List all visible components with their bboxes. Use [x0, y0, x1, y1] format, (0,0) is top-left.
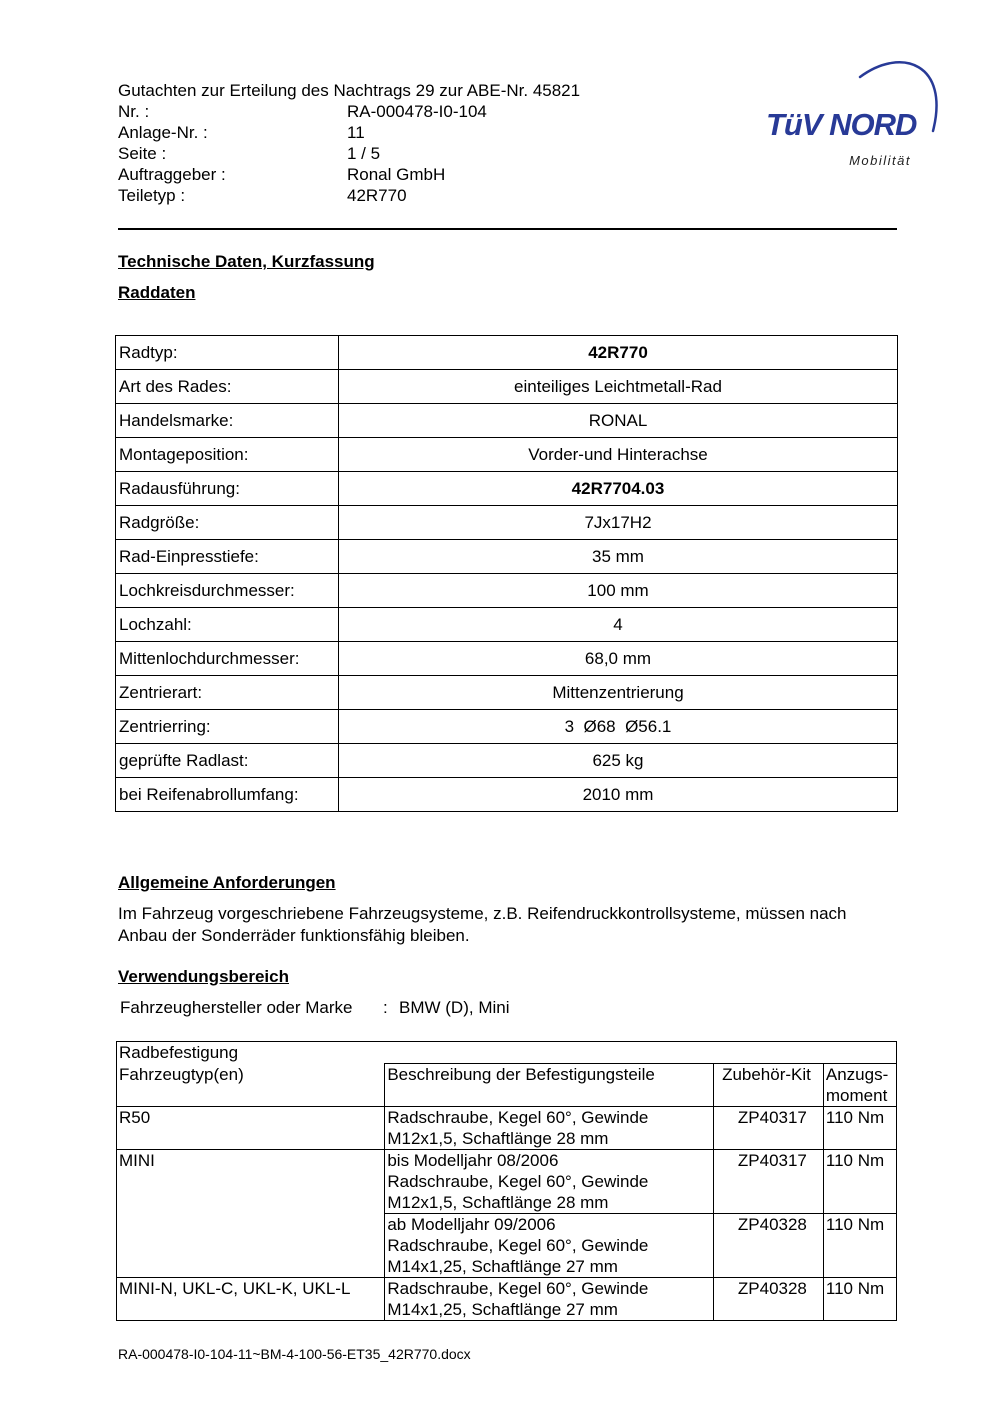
- header-label: Auftraggeber :: [118, 165, 226, 184]
- table-title-row: [117, 1042, 897, 1064]
- section-title-verwendungsbereich: Verwendungsbereich: [118, 967, 289, 986]
- allgemein-paragraph: Im Fahrzeug vorgeschriebene Fahrzeugsysteme, z.B. Reifendruckkontrollsysteme, müssen nach Anbau der Sonderräder funktionsfähig bleiben.: [118, 904, 847, 945]
- cell-desc: Radschraube, Kegel 60°, Gewinde M12x1,5, Schaftlänge 28 mm: [385, 1107, 713, 1150]
- table-row: [116, 540, 898, 574]
- table-row: [117, 1107, 897, 1150]
- section-title-raddaten: Raddaten: [118, 283, 196, 302]
- header-divider: [118, 228, 897, 230]
- header-value: 42R770: [347, 186, 407, 205]
- document-title: Gutachten zur Erteilung des Nachtrags 29 zur ABE-Nr. 45821: [118, 81, 581, 100]
- column-header-anzugsmoment: Anzugs- moment: [823, 1064, 896, 1107]
- table-row: [116, 608, 898, 642]
- header-value: 11: [347, 123, 365, 142]
- row-value: 4: [339, 608, 898, 642]
- row-value: 2010 mm: [339, 778, 898, 812]
- row-value: 7Jx17H2: [339, 506, 898, 540]
- row-value: 3 Ø68 Ø56.1: [339, 710, 898, 744]
- document-header: [118, 80, 580, 206]
- cell-desc: ab Modelljahr 09/2006 Radschraube, Kegel 60°, Gewinde M14x1,25, Schaftlänge 27 mm: [385, 1214, 713, 1278]
- row-value: 625 kg: [339, 744, 898, 778]
- row-value: Mittenzentrierung: [339, 676, 898, 710]
- header-label: Seite :: [118, 144, 167, 163]
- cell-typ: MINI: [117, 1150, 385, 1278]
- row-value: 42R770: [339, 336, 898, 370]
- row-label: Lochzahl:: [116, 608, 339, 642]
- row-label: Rad-Einpresstiefe:: [116, 540, 339, 574]
- column-header-beschreibung: Beschreibung der Befestigungsteile: [385, 1064, 713, 1107]
- table-row: [117, 1150, 897, 1214]
- cell-kit: ZP40317: [713, 1150, 823, 1214]
- manufacturer-value: BMW (D), Mini: [399, 998, 510, 1017]
- row-value: Vorder-und Hinterachse: [339, 438, 898, 472]
- table-row: [116, 404, 898, 438]
- header-value: 1 / 5: [347, 144, 381, 163]
- header-row-seite: [118, 143, 580, 164]
- row-label: Radausführung:: [116, 472, 339, 506]
- table-row: [116, 676, 898, 710]
- cell-kit: ZP40328: [713, 1214, 823, 1278]
- row-label: Art des Rades:: [116, 370, 339, 404]
- table-title: Radbefestigung: [117, 1042, 897, 1064]
- row-label: Montageposition:: [116, 438, 339, 472]
- cell-typ: MINI-N, UKL-C, UKL-K, UKL-L: [117, 1278, 385, 1321]
- column-header-zubehoer-kit: Zubehör-Kit: [713, 1064, 823, 1107]
- cell-desc: Radschraube, Kegel 60°, Gewinde M14x1,25, Schaftlänge 27 mm: [385, 1278, 713, 1321]
- footer-filename: RA-000478-I0-104-11~BM-4-100-56-ET35_42R770.docx: [118, 1346, 471, 1362]
- table-row: [117, 1278, 897, 1321]
- header-row-nr: [118, 101, 580, 122]
- header-label: Anlage-Nr. :: [118, 123, 208, 142]
- row-label: Radgröße:: [116, 506, 339, 540]
- logo-subtitle: Mobilität: [849, 153, 911, 168]
- table-row: [116, 642, 898, 676]
- table-row: [116, 506, 898, 540]
- cell-moment: 110 Nm: [823, 1107, 896, 1150]
- table-header-row: [117, 1064, 897, 1107]
- manufacturer-separator: :: [383, 998, 388, 1017]
- row-label: Zentrierring:: [116, 710, 339, 744]
- cell-desc: bis Modelljahr 08/2006 Radschraube, Kegel 60°, Gewinde M12x1,5, Schaftlänge 28 mm: [385, 1150, 713, 1214]
- header-row-auftraggeber: [118, 164, 580, 185]
- row-value: 42R7704.03: [339, 472, 898, 506]
- table-row: [116, 336, 898, 370]
- header-row-anlage: [118, 122, 580, 143]
- table-row: [116, 370, 898, 404]
- table-row: [116, 778, 898, 812]
- logo-brand: TüV NORD: [766, 107, 917, 142]
- radbefestigung-table: [116, 1041, 897, 1321]
- cell-moment: 110 Nm: [823, 1150, 896, 1214]
- table-row: [116, 574, 898, 608]
- row-label: Lochkreisdurchmesser:: [116, 574, 339, 608]
- header-label: Nr. :: [118, 102, 150, 121]
- cell-kit: ZP40317: [713, 1107, 823, 1150]
- cell-typ: R50: [117, 1107, 385, 1150]
- manufacturer-label: Fahrzeughersteller oder Marke: [120, 998, 353, 1017]
- cell-kit: ZP40328: [713, 1278, 823, 1321]
- column-header-fahrzeugtyp: Fahrzeugtyp(en): [117, 1064, 385, 1107]
- row-label: geprüfte Radlast:: [116, 744, 339, 778]
- row-label: Radtyp:: [116, 336, 339, 370]
- row-value: RONAL: [339, 404, 898, 438]
- cell-moment: 110 Nm: [823, 1278, 896, 1321]
- row-value: 35 mm: [339, 540, 898, 574]
- row-label: Handelsmarke:: [116, 404, 339, 438]
- row-label: bei Reifenabrollumfang:: [116, 778, 339, 812]
- tuev-nord-logo: [762, 56, 942, 176]
- row-value: einteiliges Leichtmetall-Rad: [339, 370, 898, 404]
- manufacturer-line: [120, 998, 509, 1018]
- table-row: [116, 472, 898, 506]
- cell-moment: 110 Nm: [823, 1214, 896, 1278]
- header-row-teiletyp: [118, 185, 580, 206]
- table-row: [116, 744, 898, 778]
- row-label: Mittenlochdurchmesser:: [116, 642, 339, 676]
- raddaten-table: [115, 335, 898, 812]
- header-value: Ronal GmbH: [347, 165, 446, 184]
- row-value: 68,0 mm: [339, 642, 898, 676]
- header-value: RA-000478-I0-104: [347, 102, 487, 121]
- row-value: 100 mm: [339, 574, 898, 608]
- section-title-allgemeine-anforderungen: Allgemeine Anforderungen: [118, 873, 336, 892]
- table-row: [116, 710, 898, 744]
- header-label: Teiletyp :: [118, 186, 186, 205]
- section-title-technische-daten: Technische Daten, Kurzfassung: [118, 252, 375, 271]
- table-row: [116, 438, 898, 472]
- row-label: Zentrierart:: [116, 676, 339, 710]
